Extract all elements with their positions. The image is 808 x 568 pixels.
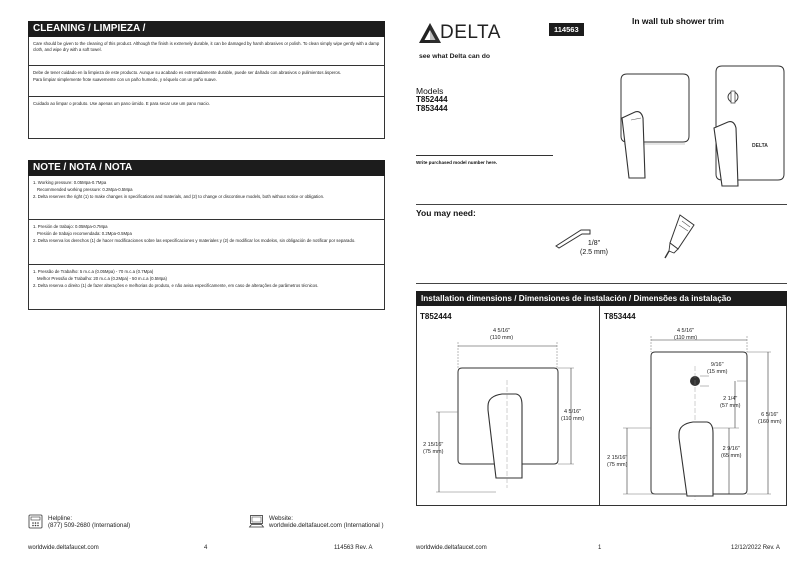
dim-knob-right: 9/16" (15 mm)	[707, 362, 728, 375]
left-footer-page: 4	[204, 545, 208, 551]
write-model-label: Write purchased model number here.	[416, 160, 498, 165]
helpline-number[interactable]: (877) 509-2680 (International)	[48, 522, 131, 529]
section-rule	[416, 204, 787, 205]
dim-width-right: 4 5/16" (110 mm)	[674, 328, 698, 341]
note-portuguese: 1. Pressão de Trabalho: 5 m.c.a (0.05Mpa) - 70 m.c.a (0.7Mpa) Melhor Pressão de Trabalho: 20 m.c.a (0.2Mpa) - 50 m.c.a (0.5Mpa) 2. Delta reserva o direito (1) de fazer alterações e melhorias do produto, e não avisa especificamente, em caso de alterações de parâmetros técnicos.	[33, 269, 319, 288]
install-divider	[599, 306, 600, 506]
right-footer-url[interactable]: worldwide.deltafaucet.com	[416, 545, 487, 551]
cleaning-spanish: Debe de tener cuidado en la limpieza de este producto. Aunque su acabado es extremadamente durable, puede ser dañado con abrasivos o pulimientos ásperos. Para limpiar simplemente frote suavemente con un paño humedo, y séquelo con un paño suave.	[29, 66, 384, 97]
dim-width-left: 4 5/16" (110 mm)	[490, 328, 514, 341]
dim-mid-right: 2 1/4" (57 mm)	[720, 396, 741, 409]
website-url[interactable]: worldwide.deltafaucet.com (International )	[269, 522, 384, 529]
phone-icon	[28, 514, 43, 529]
installation-dimensions-header: Installation dimensions / Dimensiones de instalación / Dimensões da instalação	[416, 291, 787, 306]
note-spanish: 1. Presión de trabajo: 0.05Mpa-0.7Mpa Presión de trabajo recomendada: 0.2Mpa-0.5Mpa 2. Delta reserva los derechos (1) de hacer modificaciones sobre las especificaciones y materiales y (2) de modificar los modelos, sin obligación de notificar por separado.	[29, 220, 384, 265]
cleaning-header: CLEANING / LIMPIEZA /	[28, 21, 385, 37]
cleaning-english: Care should be given to the cleaning of this product. Although the finish is extremely durable, it can be damaged by harsh abrasives or polish. To clean simply wipe gently with a damp cloth, and wipe dry with a soft towel.	[29, 37, 384, 66]
section-rule	[416, 283, 787, 284]
install-model-right: T853444	[604, 312, 636, 321]
write-model-line	[416, 155, 553, 156]
left-footer-rev: 114563 Rev. A	[334, 545, 373, 551]
product-brand-mark: DELTA	[752, 143, 768, 149]
you-may-need-title: You may need:	[416, 208, 476, 218]
cleaning-box	[28, 37, 385, 139]
left-footer-url[interactable]: worldwide.deltafaucet.com	[28, 545, 99, 551]
install-model-left: T852444	[420, 312, 452, 321]
hex-key-size: 1/8" (2.5 mm)	[580, 240, 608, 256]
model-item: T852444	[416, 95, 448, 104]
dim-height-left: 4 5/16" (110 mm)	[561, 409, 585, 422]
right-footer-page: 1	[598, 545, 602, 551]
dim-lower-left: 2 15/16" (75 mm)	[423, 442, 444, 455]
dim-total-right: 6 5/16" (160 mm)	[758, 412, 782, 425]
sealant-tube-icon	[664, 213, 696, 259]
note-english: 1. Working pressure: 0.05Mpa-0.7Mpa Recommended working pressure: 0.2Mpa-0.5Mpa 2. Delta reserves the right (1) to make changes in specifications and materials, and (2) to change or discontinue models, both without notice or obligation.	[29, 176, 384, 220]
right-footer-date: 12/12/2022 Rev. A	[731, 545, 780, 551]
website-label: Website:	[269, 515, 293, 522]
model-item: T853444	[416, 104, 448, 113]
helpline-label: Helpline:	[48, 515, 73, 522]
models-list	[416, 95, 448, 113]
cleaning-portuguese: Cuidado ao limpar o produto. Use apenas um pano úmido. E para secar use um pano macio.	[33, 101, 210, 106]
dim-lower-right: 2 15/16" (75 mm)	[607, 455, 628, 468]
computer-icon	[249, 514, 264, 529]
dim-handle-right: 2 9/16" (65 mm)	[721, 446, 742, 459]
left-page	[28, 21, 385, 310]
models-label: Models	[416, 86, 444, 96]
brand-name: DELTA	[440, 22, 501, 43]
note-header: NOTE / NOTA / NOTA	[28, 160, 385, 176]
model-number-badge: 114563	[549, 23, 584, 36]
product-image-t853444	[702, 60, 792, 185]
note-box	[28, 176, 385, 310]
brand-tagline: see what Delta can do	[419, 53, 491, 60]
doc-title: In wall tub shower trim	[632, 16, 725, 26]
product-image-t852444	[607, 66, 697, 176]
